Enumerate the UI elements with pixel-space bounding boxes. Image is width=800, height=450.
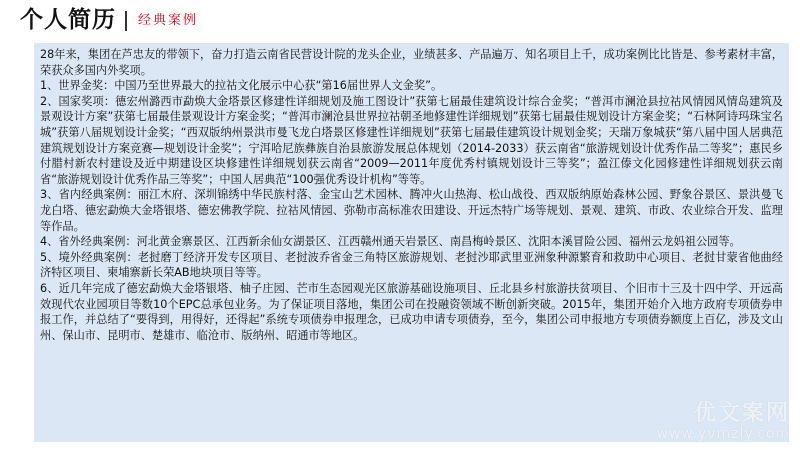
content-box: [34, 43, 789, 442]
paragraph-out-of-province-cases: 4、省外经典案例：河北黄金寨景区、江西新余仙女湖景区、江西赣州通天岩景区、南昌梅岭景区、沈阳本溪冒险公园、福州云龙妈祖公园等。: [40, 235, 741, 249]
watermark-text: 优文案网: [693, 401, 790, 426]
paragraph-overseas-cases: 5、境外经典案例：老挝磨丁经济开发专区项目、老挝波乔省金三角特区旅游规划、老挝沙耶武里亚洲象种源繁育和救助中心项目、老挝甘蒙省他曲经济特区项目、柬埔寨新长荣AB地块项目等等。: [40, 250, 783, 280]
paragraph-recent-projects: 6、近几年完成了德宏勐焕大金塔银塔、柚子庄园、芒市生态园观光区旅游基础设施项目、丘北县乡村旅游扶贫项目、个旧市十三及十四中学、开远高效现代农业园项目等数10个EPC总承包业务。为了保证项目落地，集团公司在投融资领域不断创新突破。2015年，集团开始介入地方政府专项债券申报工作，并总结了“要得到，用得好，还得起”系统专项债券申报理念，已成功申请专项债券，至今，集团公司申报地方专项债券额度上百亿，涉及文山州、保山市、昆明市、楚雄市、临沧市、版纳州、昭通市等地区。: [40, 281, 783, 342]
page-subtitle: 经典案例: [138, 13, 199, 28]
page-title: 个人简历: [20, 7, 116, 33]
paragraph-provincial-cases: 3、省内经典案例：丽江木府、深圳锦绣中华民族村落、金宝山艺术园林、腾冲火山热海、松山战役、西双版纳原始森林公园、野象谷景区、景洪曼飞龙白塔、德宏勐焕大金塔银塔、德宏佛教学院、拉祜风情园、弥勒市高标准农田建设、开远杰特广场等规划、景观、建筑、市政、农业综合开发、监理等作品。: [40, 188, 783, 233]
paragraph-intro: 28年来，集团在芦忠友的带领下，奋力打造云南省民营设计院的龙头企业，业绩甚多、产品遍万、知名项目上千，成功案例比比皆是、参考素材丰富，荣获众多国内外奖项。: [40, 48, 783, 77]
paragraph-world-award: 1、世界金奖：中国乃至世界最大的拉祜文化展示中心获“第16届世界人文金奖”。: [40, 79, 443, 93]
title-divider: [125, 11, 127, 31]
watermark-url: www.yvmzly.com: [656, 426, 790, 442]
paragraph-national-awards: 2、国家奖项：德宏州潞西市勐焕大金塔景区修建性详细规划及施工图设计”获第七届最佳建筑设计综合金奖；“普洱市澜沧县拉祜风情园风情岛建筑及景观设计方案”获第七届最佳景观设计方案金奖；“普洱市澜沧县世界拉祜朝圣地修建性详细规划”获第七届最佳规划设计方案金奖；“石林阿诗玛珠宝名城”获第八届规划设计金奖；“西双版纳州景洪市曼飞龙白塔景区修建性详细规划”获第七届最佳建筑设计规划金奖；天瑞万象城获“第八届中国人居典范建筑规划设计方案竞赛—规划设计金奖”；宁洱哈尼族彝族自治县旅游发展总体规划（2014-2033）获云南省“旅游规划设计优秀作品二等奖”；惠民乡付腊村新农村建设及近中期建设区块修建性详细规划获云南省“2009—2011年度优秀村镇规划设计三等奖”；盈江傣文化园修建性详细规划获云南省“旅游规划设计优秀作品三等奖”；中国人居典范“100强优秀设计机构”等等。: [40, 94, 783, 186]
page-header: [0, 0, 800, 40]
